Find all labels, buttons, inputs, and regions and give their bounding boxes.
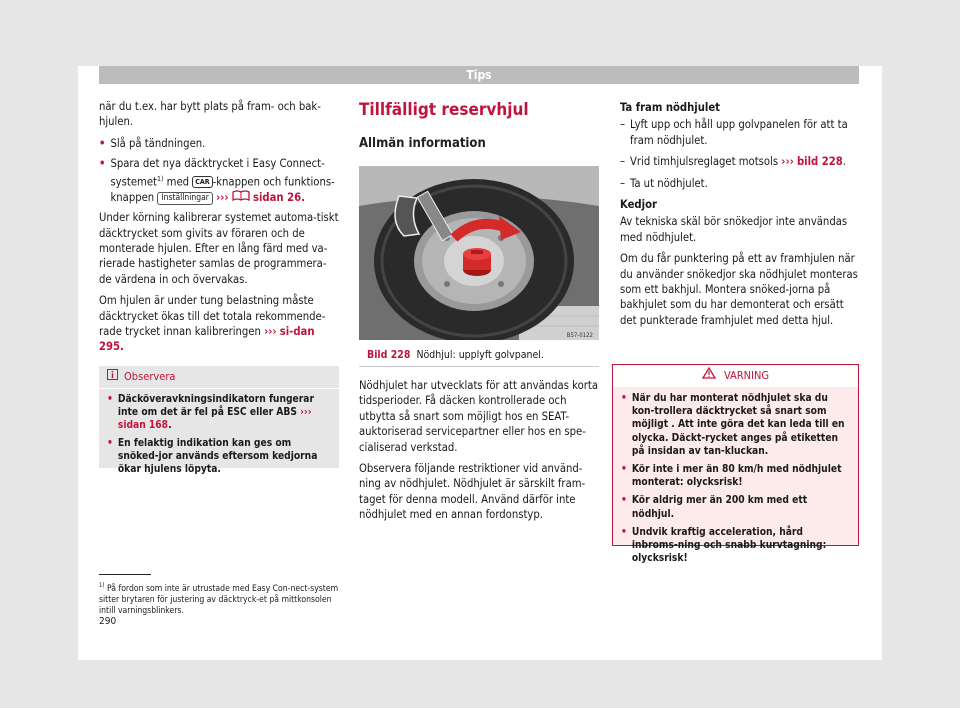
- figure-link[interactable]: bild 228: [796, 155, 843, 169]
- figure: [359, 166, 599, 367]
- section-title: Tillfälligt reservhjul: [359, 100, 529, 120]
- list-item: • När du har monterat nödhjulet ska du kon-trollera däcktrycket så snart som möjligt . Att inte göra det kan leda till en olycka. Däckt-rycket anges på etiketten på insidan av tan-kluckan.: [621, 393, 845, 457]
- paragraph: Nödhjulet har utvecklats för att användas korta tidsperioder. Få däcken kontrollerade och utbytta så snart som möjligt hos en SEAT-auktoriserad servicepartner eller hos en spe-cialiserad verkstad.: [359, 379, 598, 454]
- page-header: Tips: [99, 66, 859, 84]
- paragraph: Av tekniska skäl bör snökedjor inte användas med nödhjulet.: [620, 215, 848, 244]
- figure-code: B57-0122: [566, 332, 593, 339]
- page-link[interactable]: sidan 26: [252, 190, 302, 204]
- settings-key: Inställningar: [157, 192, 213, 205]
- footnote: $^{1)}$ På fordon som inte är utrustade med Easy Con-nect-system sitter brytaren för justering av däcktryck-et på mittkonsolen intill varningsblinkers.: [99, 582, 339, 616]
- bullet-icon: •: [107, 437, 113, 449]
- list-item-text: En felaktig indikation kan ges om snöked-jor används eftersom kedjorna ökar hjulens löpyta.: [117, 437, 318, 476]
- paragraph: Om hjulen är under tung belastning måste däcktrycket ökas till det totala rekommende-rade trycket innan kalibreringen ››› si-dan 295.: [99, 294, 326, 354]
- step-item: – Ta ut nödhjulet.: [620, 176, 708, 190]
- list-item: • Undvik kraftig acceleration, hård inbroms-ning och snabb kurvtagning: olycksrisk!: [621, 526, 827, 565]
- step-item: – Lyft upp och håll upp golvpanelen för att ta fram nödhjulet.: [620, 118, 848, 147]
- car-key-icon: CAR: [192, 176, 212, 188]
- bullet-icon: •: [621, 464, 627, 476]
- note-title: Observera: [124, 370, 176, 383]
- footnote-marker: 1): [156, 174, 164, 183]
- page-link[interactable]: sidan 168: [117, 420, 169, 432]
- note-header: [99, 366, 339, 389]
- page-number: 290: [99, 616, 117, 627]
- spare-wheel-illustration: [359, 166, 599, 340]
- bullet-icon: •: [621, 526, 627, 538]
- paragraph: Om du får punktering på ett av framhjulen när du använder snökedjor ska nödhjulet monteras som ett bakhjul. Montera snöked-jorna på bakhjulet som du har demonterat och ersätt det punkterade framhjulet med detta hjul.: [620, 252, 858, 327]
- step-item: – Vrid timhjulsreglaget motsols ››› bild 228.: [620, 155, 846, 169]
- ref-arrows: ›››: [216, 190, 229, 204]
- figure-caption: Bild 228 Nödhjul: upplyft golvpanel.: [367, 349, 544, 361]
- left-column: [99, 99, 339, 361]
- note-box: [99, 366, 339, 476]
- page-link[interactable]: si-dan 295: [99, 325, 315, 354]
- subheading: Kedjor: [620, 198, 657, 212]
- info-icon: [107, 366, 118, 388]
- warning-box: [612, 364, 859, 565]
- list-item: • Kör aldrig mer än 200 km med ett nödhjul.: [621, 495, 808, 520]
- list-item-text: Slå på tändningen.: [110, 136, 206, 150]
- warning-body: [613, 387, 858, 575]
- middle-column: [359, 378, 599, 529]
- bullet-icon: •: [107, 394, 113, 405]
- paragraph: Observera följande restriktioner vid använd-ning av nödhjulet. Nödhjulet är särskilt fram-taget för denna modell. Använd därför inte nödhjulet med en annan fordonstyp.: [359, 462, 586, 522]
- list-item-text: Däcköveravkningsindikatorn fungerar inte om det är fel på ESC eller ABS ››› sidan 168.: [117, 394, 314, 432]
- book-icon: [232, 191, 250, 204]
- warning-title: VARNING: [723, 369, 770, 382]
- bullet-icon: •: [99, 136, 106, 150]
- intro-text: när du t.ex. har bytt plats på fram- och bak-hjulen.: [99, 100, 321, 129]
- list-item: • Kör inte i mer än 80 km/h med nödhjulet monterat: olycksrisk!: [621, 464, 842, 489]
- bullet-icon: •: [621, 393, 627, 404]
- footnote-divider: [99, 574, 151, 575]
- warning-icon: [702, 365, 716, 387]
- right-column: [620, 100, 860, 334]
- section-subtitle: Allmän information: [359, 136, 486, 151]
- note-body: [99, 389, 339, 484]
- list-item: [99, 136, 339, 151]
- warning-header: [613, 365, 858, 387]
- list-item-text: Spara det nya däcktrycket i Easy Connect-systemet$^{1)}$ med CAR -knappen och funktions-knappen Inställningar ››› sidan 26.: [110, 157, 335, 204]
- list-item: [99, 156, 339, 205]
- list-item: [107, 437, 331, 477]
- subheading: Ta fram nödhjulet: [620, 101, 720, 114]
- paragraph: Under körning kalibrerar systemet automa-tiskt däcktrycket som givits av föraren och de monterade hjulen. Efter en lång färd med va-rierade hastigheter samlas de programmera-de värdena in och övervakas.: [99, 211, 339, 286]
- bullet-icon: •: [99, 157, 106, 171]
- list-item: [107, 393, 331, 433]
- bullet-icon: •: [621, 495, 627, 507]
